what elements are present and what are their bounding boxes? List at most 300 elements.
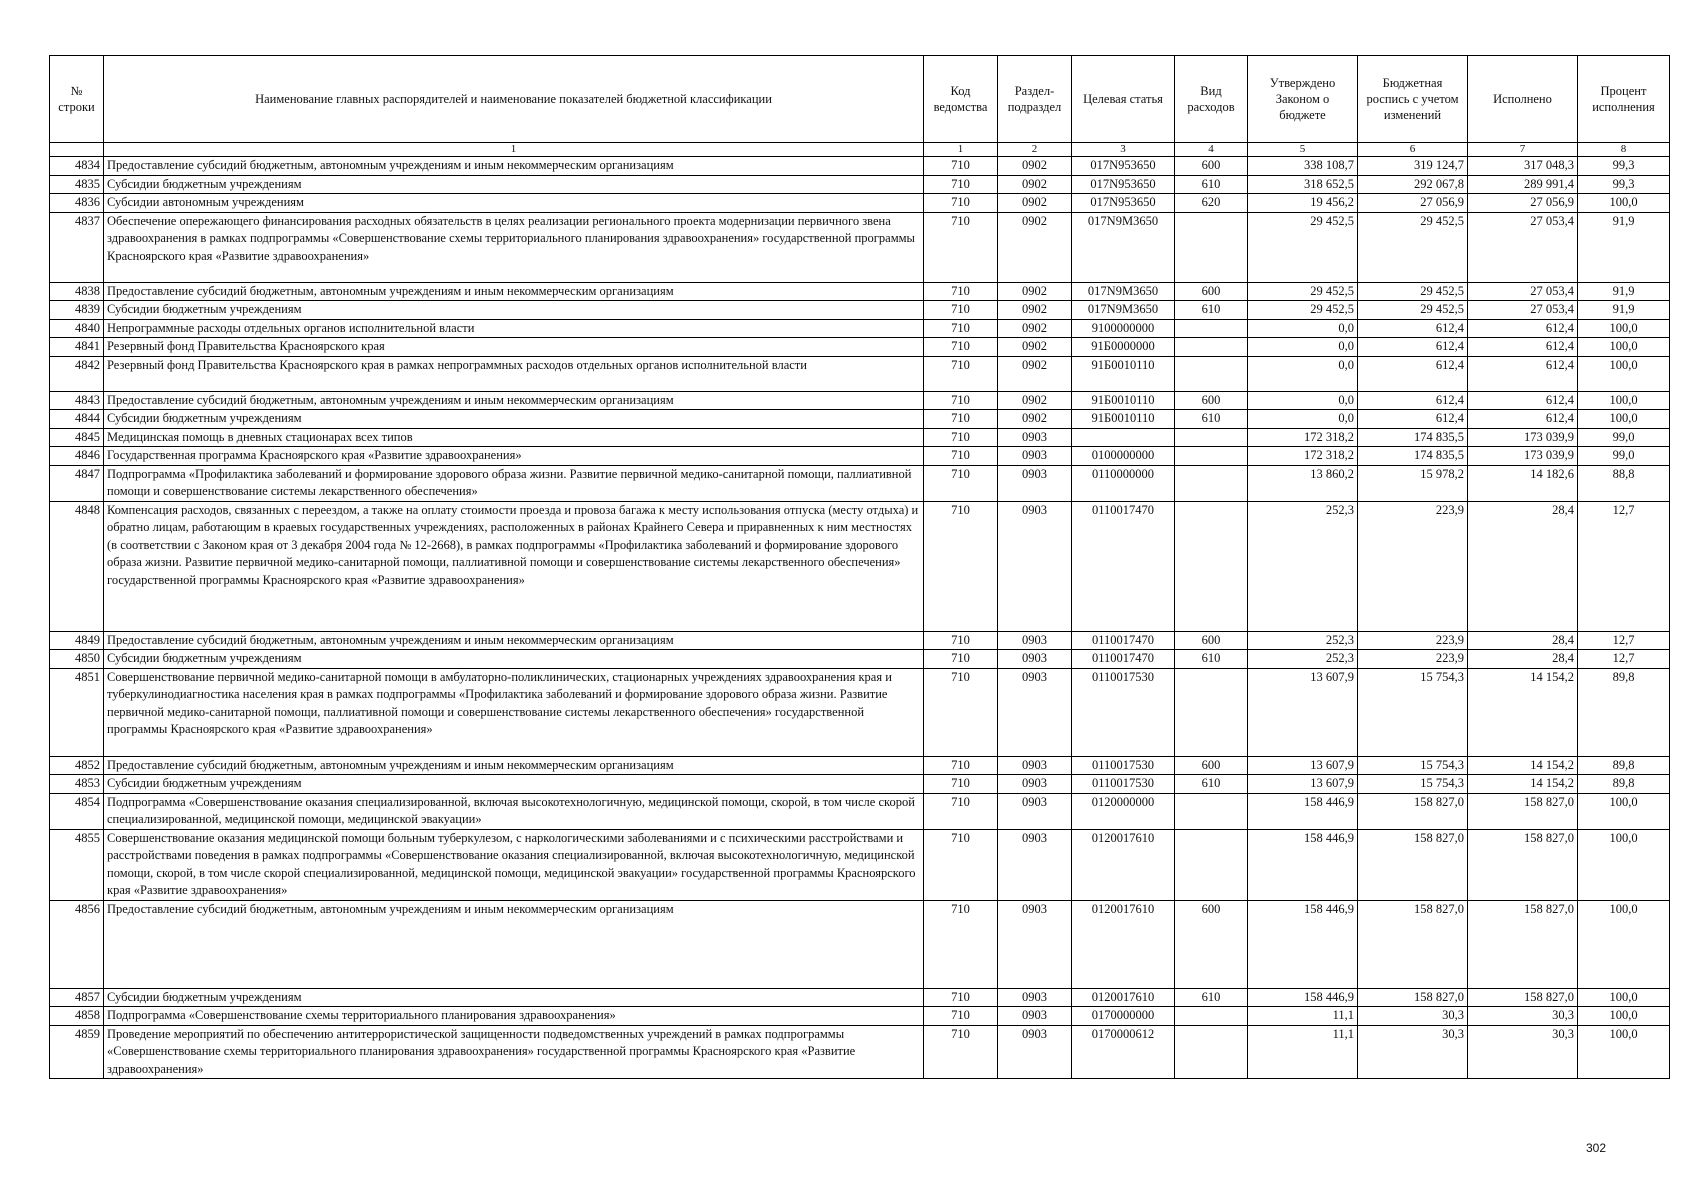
department-code: 710 bbox=[924, 410, 998, 429]
execution-percent: 12,7 bbox=[1578, 631, 1670, 650]
executed-amount: 14 154,2 bbox=[1468, 668, 1578, 756]
target-article: 91Б0000000 bbox=[1072, 338, 1175, 357]
row-number: 4852 bbox=[50, 756, 104, 775]
section-code: 0903 bbox=[998, 829, 1072, 900]
row-number: 4849 bbox=[50, 631, 104, 650]
table-row bbox=[50, 356, 1670, 391]
section-code: 0902 bbox=[998, 338, 1072, 357]
row-number: 4846 bbox=[50, 447, 104, 466]
expense-type bbox=[1175, 356, 1248, 391]
row-name: Резервный фонд Правительства Красноярского края в рамках непрограммных расходов отдельных органов исполнительной власти bbox=[104, 356, 924, 391]
header-row-number: № строки bbox=[50, 56, 104, 143]
table-row bbox=[50, 410, 1670, 429]
executed-amount: 173 039,9 bbox=[1468, 428, 1578, 447]
approved-amount: 29 452,5 bbox=[1248, 282, 1358, 301]
execution-percent: 91,9 bbox=[1578, 282, 1670, 301]
budget-amount: 612,4 bbox=[1358, 356, 1468, 391]
budget-amount: 27 056,9 bbox=[1358, 194, 1468, 213]
row-number: 4859 bbox=[50, 1025, 104, 1079]
budget-amount: 29 452,5 bbox=[1358, 212, 1468, 282]
approved-amount: 158 446,9 bbox=[1248, 793, 1358, 829]
approved-amount: 13 860,2 bbox=[1248, 465, 1358, 501]
table-row bbox=[50, 501, 1670, 631]
executed-amount: 612,4 bbox=[1468, 391, 1578, 410]
header-section: Раздел-подраздел bbox=[998, 56, 1072, 143]
section-code: 0903 bbox=[998, 900, 1072, 988]
approved-amount: 338 108,7 bbox=[1248, 157, 1358, 176]
header-name: Наименование главных распорядителей и наименование показателей бюджетной классификации bbox=[104, 56, 924, 143]
execution-percent: 99,0 bbox=[1578, 447, 1670, 466]
header-budget-schedule: Бюджетная роспись с учетом изменений bbox=[1358, 56, 1468, 143]
executed-amount: 317 048,3 bbox=[1468, 157, 1578, 176]
executed-amount: 27 053,4 bbox=[1468, 301, 1578, 320]
approved-amount: 19 456,2 bbox=[1248, 194, 1358, 213]
expense-type bbox=[1175, 668, 1248, 756]
execution-percent: 100,0 bbox=[1578, 319, 1670, 338]
budget-amount: 174 835,5 bbox=[1358, 428, 1468, 447]
row-name: Субсидии автономным учреждениям bbox=[104, 194, 924, 213]
execution-percent: 88,8 bbox=[1578, 465, 1670, 501]
row-number: 4835 bbox=[50, 175, 104, 194]
column-number: 2 bbox=[998, 143, 1072, 157]
row-number: 4841 bbox=[50, 338, 104, 357]
section-code: 0902 bbox=[998, 410, 1072, 429]
budget-amount: 15 754,3 bbox=[1358, 775, 1468, 794]
table-header bbox=[50, 56, 1670, 157]
expense-type bbox=[1175, 447, 1248, 466]
header-department-code: Код ведомства bbox=[924, 56, 998, 143]
execution-percent: 12,7 bbox=[1578, 650, 1670, 669]
table-row bbox=[50, 157, 1670, 176]
budget-amount: 158 827,0 bbox=[1358, 900, 1468, 988]
department-code: 710 bbox=[924, 157, 998, 176]
row-name: Совершенствование оказания медицинской помощи больным туберкулезом, с наркологическими заболеваниями и с психическими расстройствами и расстройствами поведения в рамках подпрограммы «Совершенствование оказания специализированной, включая высокотехнологичную, медицинской помощи, скорой, в том числе скорой специализированной, медицинской помощи, медицинской эвакуации» государственной программы Красноярского края «Развитие здравоохранения» bbox=[104, 829, 924, 900]
section-code: 0903 bbox=[998, 501, 1072, 631]
target-article: 017N953650 bbox=[1072, 175, 1175, 194]
department-code: 710 bbox=[924, 756, 998, 775]
approved-amount: 0,0 bbox=[1248, 356, 1358, 391]
expense-type: 610 bbox=[1175, 175, 1248, 194]
expense-type bbox=[1175, 501, 1248, 631]
table-row bbox=[50, 1007, 1670, 1026]
row-name: Субсидии бюджетным учреждениям bbox=[104, 988, 924, 1007]
expense-type: 600 bbox=[1175, 157, 1248, 176]
target-article: 0110000000 bbox=[1072, 465, 1175, 501]
executed-amount: 14 154,2 bbox=[1468, 775, 1578, 794]
row-name: Субсидии бюджетным учреждениям bbox=[104, 301, 924, 320]
row-number: 4853 bbox=[50, 775, 104, 794]
approved-amount: 13 607,9 bbox=[1248, 775, 1358, 794]
execution-percent: 100,0 bbox=[1578, 1025, 1670, 1079]
expense-type bbox=[1175, 1007, 1248, 1026]
execution-percent: 99,3 bbox=[1578, 175, 1670, 194]
executed-amount: 158 827,0 bbox=[1468, 829, 1578, 900]
executed-amount: 158 827,0 bbox=[1468, 900, 1578, 988]
target-article: 0110017530 bbox=[1072, 775, 1175, 794]
row-name: Совершенствование первичной медико-санитарной помощи в амбулаторно-поликлинических, стационарных учреждениях здравоохранения края и туберкулинодиагностика населения края в рамках подпрограммы «Профилактика заболеваний и формирование здорового образа жизни. Развитие первичной медико-санитарной помощи, паллиативной помощи и совершенствование системы лекарственного обеспечения» государственной программы Красноярского края «Развитие здравоохранения» bbox=[104, 668, 924, 756]
section-code: 0903 bbox=[998, 668, 1072, 756]
row-name: Предоставление субсидий бюджетным, автономным учреждениям и иным некоммерческим организациям bbox=[104, 631, 924, 650]
executed-amount: 28,4 bbox=[1468, 501, 1578, 631]
section-code: 0903 bbox=[998, 428, 1072, 447]
executed-amount: 14 154,2 bbox=[1468, 756, 1578, 775]
row-name: Подпрограмма «Совершенствование схемы территориального планирования здравоохранения» bbox=[104, 1007, 924, 1026]
row-name: Субсидии бюджетным учреждениям bbox=[104, 650, 924, 669]
approved-amount: 172 318,2 bbox=[1248, 447, 1358, 466]
table-row bbox=[50, 900, 1670, 988]
budget-report-sheet bbox=[49, 55, 1655, 1079]
section-code: 0903 bbox=[998, 988, 1072, 1007]
row-name: Предоставление субсидий бюджетным, автономным учреждениям и иным некоммерческим организациям bbox=[104, 900, 924, 988]
table-row bbox=[50, 319, 1670, 338]
approved-amount: 252,3 bbox=[1248, 631, 1358, 650]
section-code: 0902 bbox=[998, 157, 1072, 176]
row-number: 4857 bbox=[50, 988, 104, 1007]
row-name: Медицинская помощь в дневных стационарах всех типов bbox=[104, 428, 924, 447]
section-code: 0902 bbox=[998, 301, 1072, 320]
table-row bbox=[50, 447, 1670, 466]
expense-type: 610 bbox=[1175, 775, 1248, 794]
budget-amount: 612,4 bbox=[1358, 391, 1468, 410]
row-name: Непрограммные расходы отдельных органов исполнительной власти bbox=[104, 319, 924, 338]
budget-amount: 15 754,3 bbox=[1358, 668, 1468, 756]
department-code: 710 bbox=[924, 447, 998, 466]
row-name: Государственная программа Красноярского края «Развитие здравоохранения» bbox=[104, 447, 924, 466]
table-row bbox=[50, 301, 1670, 320]
budget-amount: 292 067,8 bbox=[1358, 175, 1468, 194]
expense-type bbox=[1175, 338, 1248, 357]
row-number: 4856 bbox=[50, 900, 104, 988]
execution-percent: 100,0 bbox=[1578, 410, 1670, 429]
header-expense-type: Вид расходов bbox=[1175, 56, 1248, 143]
table-row bbox=[50, 391, 1670, 410]
row-number: 4840 bbox=[50, 319, 104, 338]
table-row bbox=[50, 465, 1670, 501]
approved-amount: 0,0 bbox=[1248, 410, 1358, 429]
table-row bbox=[50, 1025, 1670, 1079]
row-name: Обеспечение опережающего финансирования расходных обязательств в целях реализации регионального проекта модернизации первичного звена здравоохранения в рамках подпрограммы «Совершенствование схемы территориального планирования здравоохранения» государственной программы Красноярского края «Развитие здравоохранения» bbox=[104, 212, 924, 282]
table-row bbox=[50, 988, 1670, 1007]
approved-amount: 13 607,9 bbox=[1248, 668, 1358, 756]
target-article: 0110017470 bbox=[1072, 650, 1175, 669]
department-code: 710 bbox=[924, 775, 998, 794]
department-code: 710 bbox=[924, 668, 998, 756]
target-article: 0110017530 bbox=[1072, 756, 1175, 775]
target-article: 0100000000 bbox=[1072, 447, 1175, 466]
column-number bbox=[50, 143, 104, 157]
expense-type bbox=[1175, 319, 1248, 338]
executed-amount: 27 053,4 bbox=[1468, 282, 1578, 301]
column-number-row bbox=[50, 143, 1670, 157]
target-article: 0170000612 bbox=[1072, 1025, 1175, 1079]
row-number: 4842 bbox=[50, 356, 104, 391]
section-code: 0903 bbox=[998, 1007, 1072, 1026]
approved-amount: 0,0 bbox=[1248, 319, 1358, 338]
section-code: 0903 bbox=[998, 631, 1072, 650]
section-code: 0902 bbox=[998, 356, 1072, 391]
target-article: 017N953650 bbox=[1072, 157, 1175, 176]
execution-percent: 100,0 bbox=[1578, 988, 1670, 1007]
budget-amount: 158 827,0 bbox=[1358, 793, 1468, 829]
department-code: 710 bbox=[924, 338, 998, 357]
department-code: 710 bbox=[924, 428, 998, 447]
department-code: 710 bbox=[924, 1025, 998, 1079]
target-article: 91Б0010110 bbox=[1072, 356, 1175, 391]
table-row bbox=[50, 194, 1670, 213]
department-code: 710 bbox=[924, 391, 998, 410]
row-number: 4838 bbox=[50, 282, 104, 301]
row-name: Компенсация расходов, связанных с переездом, а также на оплату стоимости проезда и провоза багажа к месту использования отпуска (месту отдыха) и обратно лицам, работающим в краевых государственных учреждениях, расположенных в районах Крайнего Севера и приравненных к ним местностях (в соответствии с Законом края от 3 декабря 2004 года № 12-2668), в рамках подпрограммы «Профилактика заболеваний и формирование здорового образа жизни. Развитие первичной медико-санитарной помощи, паллиативной помощи и совершенствование системы лекарственного обеспечения» государственной программы Красноярского края «Развитие здравоохранения» bbox=[104, 501, 924, 631]
row-number: 4839 bbox=[50, 301, 104, 320]
expense-type: 610 bbox=[1175, 301, 1248, 320]
row-name: Проведение мероприятий по обеспечению антитеррористической защищенности подведомственных учреждений в рамках подпрограммы «Совершенствование схемы территориального планирования здравоохранения» государственной программы Красноярского края «Развитие здравоохранения» bbox=[104, 1025, 924, 1079]
section-code: 0903 bbox=[998, 756, 1072, 775]
executed-amount: 14 182,6 bbox=[1468, 465, 1578, 501]
row-number: 4854 bbox=[50, 793, 104, 829]
expense-type: 600 bbox=[1175, 282, 1248, 301]
section-code: 0902 bbox=[998, 175, 1072, 194]
department-code: 710 bbox=[924, 793, 998, 829]
target-article: 0110017470 bbox=[1072, 501, 1175, 631]
execution-percent: 100,0 bbox=[1578, 391, 1670, 410]
section-code: 0902 bbox=[998, 391, 1072, 410]
target-article: 0120017610 bbox=[1072, 988, 1175, 1007]
approved-amount: 252,3 bbox=[1248, 650, 1358, 669]
execution-percent: 100,0 bbox=[1578, 356, 1670, 391]
budget-amount: 15 754,3 bbox=[1358, 756, 1468, 775]
executed-amount: 28,4 bbox=[1468, 650, 1578, 669]
budget-amount: 158 827,0 bbox=[1358, 829, 1468, 900]
target-article: 017N9M3650 bbox=[1072, 282, 1175, 301]
target-article: 0120017610 bbox=[1072, 829, 1175, 900]
target-article: 0110017530 bbox=[1072, 668, 1175, 756]
table-row bbox=[50, 775, 1670, 794]
executed-amount: 173 039,9 bbox=[1468, 447, 1578, 466]
department-code: 710 bbox=[924, 465, 998, 501]
budget-amount: 29 452,5 bbox=[1358, 282, 1468, 301]
execution-percent: 91,9 bbox=[1578, 212, 1670, 282]
target-article: 0120017610 bbox=[1072, 900, 1175, 988]
column-number: 7 bbox=[1468, 143, 1578, 157]
table-body bbox=[50, 157, 1670, 1079]
approved-amount: 29 452,5 bbox=[1248, 301, 1358, 320]
department-code: 710 bbox=[924, 282, 998, 301]
department-code: 710 bbox=[924, 1007, 998, 1026]
execution-percent: 99,0 bbox=[1578, 428, 1670, 447]
row-number: 4844 bbox=[50, 410, 104, 429]
expense-type bbox=[1175, 1025, 1248, 1079]
execution-percent: 100,0 bbox=[1578, 829, 1670, 900]
row-name: Субсидии бюджетным учреждениям bbox=[104, 775, 924, 794]
executed-amount: 612,4 bbox=[1468, 319, 1578, 338]
target-article: 017N9M3650 bbox=[1072, 301, 1175, 320]
column-number: 3 bbox=[1072, 143, 1175, 157]
budget-amount: 29 452,5 bbox=[1358, 301, 1468, 320]
budget-amount: 174 835,5 bbox=[1358, 447, 1468, 466]
target-article: 0120000000 bbox=[1072, 793, 1175, 829]
row-number: 4850 bbox=[50, 650, 104, 669]
row-name: Предоставление субсидий бюджетным, автономным учреждениям и иным некоммерческим организациям bbox=[104, 391, 924, 410]
execution-percent: 89,8 bbox=[1578, 775, 1670, 794]
approved-amount: 252,3 bbox=[1248, 501, 1358, 631]
row-name: Предоставление субсидий бюджетным, автономным учреждениям и иным некоммерческим организациям bbox=[104, 157, 924, 176]
table-row bbox=[50, 282, 1670, 301]
column-number: 1 bbox=[104, 143, 924, 157]
target-article: 0170000000 bbox=[1072, 1007, 1175, 1026]
approved-amount: 158 446,9 bbox=[1248, 988, 1358, 1007]
execution-percent: 89,8 bbox=[1578, 668, 1670, 756]
row-name: Предоставление субсидий бюджетным, автономным учреждениям и иным некоммерческим организациям bbox=[104, 282, 924, 301]
expense-type: 610 bbox=[1175, 988, 1248, 1007]
row-number: 4836 bbox=[50, 194, 104, 213]
execution-percent: 99,3 bbox=[1578, 157, 1670, 176]
row-number: 4848 bbox=[50, 501, 104, 631]
budget-amount: 15 978,2 bbox=[1358, 465, 1468, 501]
table-row bbox=[50, 212, 1670, 282]
department-code: 710 bbox=[924, 650, 998, 669]
row-number: 4843 bbox=[50, 391, 104, 410]
row-number: 4837 bbox=[50, 212, 104, 282]
approved-amount: 11,1 bbox=[1248, 1025, 1358, 1079]
row-number: 4845 bbox=[50, 428, 104, 447]
table-row bbox=[50, 428, 1670, 447]
budget-amount: 30,3 bbox=[1358, 1025, 1468, 1079]
row-name: Подпрограмма «Профилактика заболеваний и формирование здорового образа жизни. Развитие первичной медико-санитарной помощи, паллиативной помощи и совершенствование системы лекарственного обеспечения» bbox=[104, 465, 924, 501]
section-code: 0903 bbox=[998, 793, 1072, 829]
budget-amount: 319 124,7 bbox=[1358, 157, 1468, 176]
table-row bbox=[50, 631, 1670, 650]
budget-amount: 158 827,0 bbox=[1358, 988, 1468, 1007]
department-code: 710 bbox=[924, 194, 998, 213]
row-name: Субсидии бюджетным учреждениям bbox=[104, 175, 924, 194]
executed-amount: 612,4 bbox=[1468, 338, 1578, 357]
executed-amount: 28,4 bbox=[1468, 631, 1578, 650]
approved-amount: 13 607,9 bbox=[1248, 756, 1358, 775]
department-code: 710 bbox=[924, 501, 998, 631]
budget-amount: 223,9 bbox=[1358, 501, 1468, 631]
budget-amount: 612,4 bbox=[1358, 410, 1468, 429]
target-article: 9100000000 bbox=[1072, 319, 1175, 338]
header-executed: Исполнено bbox=[1468, 56, 1578, 143]
target-article: 0110017470 bbox=[1072, 631, 1175, 650]
column-number: 1 bbox=[924, 143, 998, 157]
row-number: 4855 bbox=[50, 829, 104, 900]
approved-amount: 0,0 bbox=[1248, 391, 1358, 410]
expense-type: 620 bbox=[1175, 194, 1248, 213]
department-code: 710 bbox=[924, 900, 998, 988]
section-code: 0903 bbox=[998, 447, 1072, 466]
section-code: 0902 bbox=[998, 282, 1072, 301]
executed-amount: 27 053,4 bbox=[1468, 212, 1578, 282]
row-name: Предоставление субсидий бюджетным, автономным учреждениям и иным некоммерческим организациям bbox=[104, 756, 924, 775]
section-code: 0903 bbox=[998, 1025, 1072, 1079]
header-approved: Утверждено Законом о бюджете bbox=[1248, 56, 1358, 143]
budget-execution-table bbox=[49, 55, 1670, 1079]
execution-percent: 100,0 bbox=[1578, 194, 1670, 213]
execution-percent: 89,8 bbox=[1578, 756, 1670, 775]
department-code: 710 bbox=[924, 356, 998, 391]
table-row bbox=[50, 338, 1670, 357]
row-number: 4858 bbox=[50, 1007, 104, 1026]
executed-amount: 27 056,9 bbox=[1468, 194, 1578, 213]
approved-amount: 158 446,9 bbox=[1248, 900, 1358, 988]
budget-amount: 223,9 bbox=[1358, 631, 1468, 650]
budget-amount: 612,4 bbox=[1358, 338, 1468, 357]
executed-amount: 612,4 bbox=[1468, 410, 1578, 429]
executed-amount: 612,4 bbox=[1468, 356, 1578, 391]
row-name: Подпрограмма «Совершенствование оказания специализированной, включая высокотехнологичную, медицинской помощи, скорой, в том числе скорой специализированной, медицинской помощи, медицинской эвакуации» bbox=[104, 793, 924, 829]
expense-type bbox=[1175, 465, 1248, 501]
budget-amount: 612,4 bbox=[1358, 319, 1468, 338]
approved-amount: 318 652,5 bbox=[1248, 175, 1358, 194]
approved-amount: 158 446,9 bbox=[1248, 829, 1358, 900]
department-code: 710 bbox=[924, 631, 998, 650]
execution-percent: 100,0 bbox=[1578, 900, 1670, 988]
expense-type bbox=[1175, 829, 1248, 900]
target-article: 91Б0010110 bbox=[1072, 391, 1175, 410]
department-code: 710 bbox=[924, 319, 998, 338]
column-number: 4 bbox=[1175, 143, 1248, 157]
execution-percent: 91,9 bbox=[1578, 301, 1670, 320]
row-name: Субсидии бюджетным учреждениям bbox=[104, 410, 924, 429]
page-number: 302 bbox=[1586, 1141, 1607, 1155]
section-code: 0902 bbox=[998, 194, 1072, 213]
section-code: 0902 bbox=[998, 319, 1072, 338]
expense-type: 600 bbox=[1175, 756, 1248, 775]
expense-type bbox=[1175, 212, 1248, 282]
approved-amount: 11,1 bbox=[1248, 1007, 1358, 1026]
executed-amount: 289 991,4 bbox=[1468, 175, 1578, 194]
row-name: Резервный фонд Правительства Красноярского края bbox=[104, 338, 924, 357]
target-article: 017N9M3650 bbox=[1072, 212, 1175, 282]
department-code: 710 bbox=[924, 301, 998, 320]
target-article: 017N953650 bbox=[1072, 194, 1175, 213]
table-row bbox=[50, 793, 1670, 829]
budget-amount: 223,9 bbox=[1358, 650, 1468, 669]
section-code: 0903 bbox=[998, 775, 1072, 794]
department-code: 710 bbox=[924, 829, 998, 900]
column-number: 8 bbox=[1578, 143, 1670, 157]
expense-type: 610 bbox=[1175, 410, 1248, 429]
table-row bbox=[50, 668, 1670, 756]
row-number: 4851 bbox=[50, 668, 104, 756]
budget-amount: 30,3 bbox=[1358, 1007, 1468, 1026]
approved-amount: 0,0 bbox=[1248, 338, 1358, 357]
executed-amount: 158 827,0 bbox=[1468, 988, 1578, 1007]
department-code: 710 bbox=[924, 212, 998, 282]
approved-amount: 29 452,5 bbox=[1248, 212, 1358, 282]
target-article bbox=[1072, 428, 1175, 447]
approved-amount: 172 318,2 bbox=[1248, 428, 1358, 447]
executed-amount: 30,3 bbox=[1468, 1007, 1578, 1026]
row-number: 4834 bbox=[50, 157, 104, 176]
table-row bbox=[50, 756, 1670, 775]
department-code: 710 bbox=[924, 175, 998, 194]
table-row bbox=[50, 650, 1670, 669]
table-row bbox=[50, 829, 1670, 900]
column-number: 5 bbox=[1248, 143, 1358, 157]
header-percent: Процент исполнения bbox=[1578, 56, 1670, 143]
execution-percent: 100,0 bbox=[1578, 338, 1670, 357]
header-target-article: Целевая статья bbox=[1072, 56, 1175, 143]
executed-amount: 30,3 bbox=[1468, 1025, 1578, 1079]
column-number: 6 bbox=[1358, 143, 1468, 157]
expense-type: 600 bbox=[1175, 900, 1248, 988]
department-code: 710 bbox=[924, 988, 998, 1007]
expense-type: 600 bbox=[1175, 391, 1248, 410]
target-article: 91Б0010110 bbox=[1072, 410, 1175, 429]
section-code: 0903 bbox=[998, 465, 1072, 501]
